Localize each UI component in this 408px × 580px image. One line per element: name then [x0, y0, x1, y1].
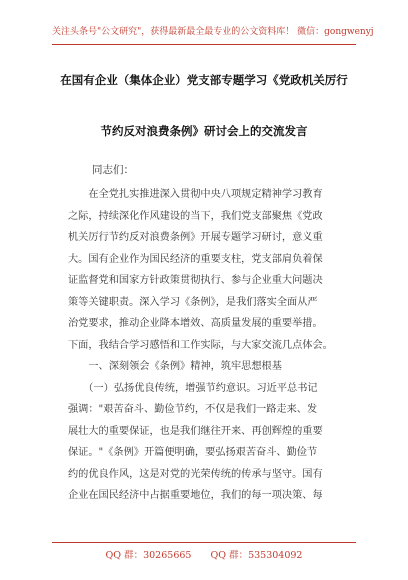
header-divider [52, 44, 356, 45]
body-line: 策等关键职责。深入学习《条例》，是我们落实全面从严 [68, 296, 318, 308]
body-line: 治党要求，推动企业降本增效、高质量发展的重要举措。 [68, 318, 323, 329]
body-line: 在全党扎实推进深入贯彻中央八项规定精神学习教育 [68, 189, 323, 200]
body-line: 企业在国民经济中占据重要地位，我们的每一项决策、每 [68, 490, 323, 501]
body-line: 之际，持续深化作风建设的当下，我们党支部聚焦《党政 [68, 210, 323, 222]
footer-divider [52, 542, 356, 543]
footer-qq-group-2: QQ 群：535304092 [210, 550, 303, 561]
salutation: 同志们： [92, 164, 134, 176]
body-line: 保证。"《条例》开篇便明确，要弘扬艰苦奋斗、勤俭节 [68, 447, 318, 458]
body-line: 强调："艰苦奋斗、勤俭节约，不仅是我们一路走来、发 [68, 404, 318, 415]
body-line: 约的优良作风，这是对党的光荣传统的传承与坚守。国有 [68, 468, 323, 480]
body-line: （一）弘扬优良传统，增强节约意识。习近平总书记 [68, 382, 318, 394]
body-line: 下面，我结合学习感悟和工作实际，与大家交流几点体会。 [68, 339, 333, 351]
body-line: 机关厉行节约反对浪费条例》开展专题学习研讨，意义重 [68, 232, 323, 243]
body-line: 展壮大的重要保证，也是我们继往开来、再创辉煌的重要 [68, 425, 323, 437]
body-line: 一、深刻领会《条例》精神，筑牢思想根基 [68, 361, 282, 372]
header-banner: 关注头条号"公文研究"，获得最新最全最专业的公文资料库！ 微信：gongwenyj [52, 27, 374, 37]
body-line: 大。国有企业作为国民经济的重要支柱，党支部肩负着保 [68, 253, 323, 265]
body-line: 证监督党和国家方针政策贯彻执行、参与企业重大问题决 [68, 275, 323, 286]
document-body [68, 184, 348, 507]
document-title-line-2: 节约反对浪费条例》研讨会上的交流发言 [100, 124, 308, 138]
document-title-line-1: 在国有企业（集体企业）党支部专题学习《党政机关厉行 [60, 73, 348, 87]
footer-qq-group-1: QQ 群：30265665 [105, 550, 192, 561]
footer-contacts [52, 547, 356, 561]
